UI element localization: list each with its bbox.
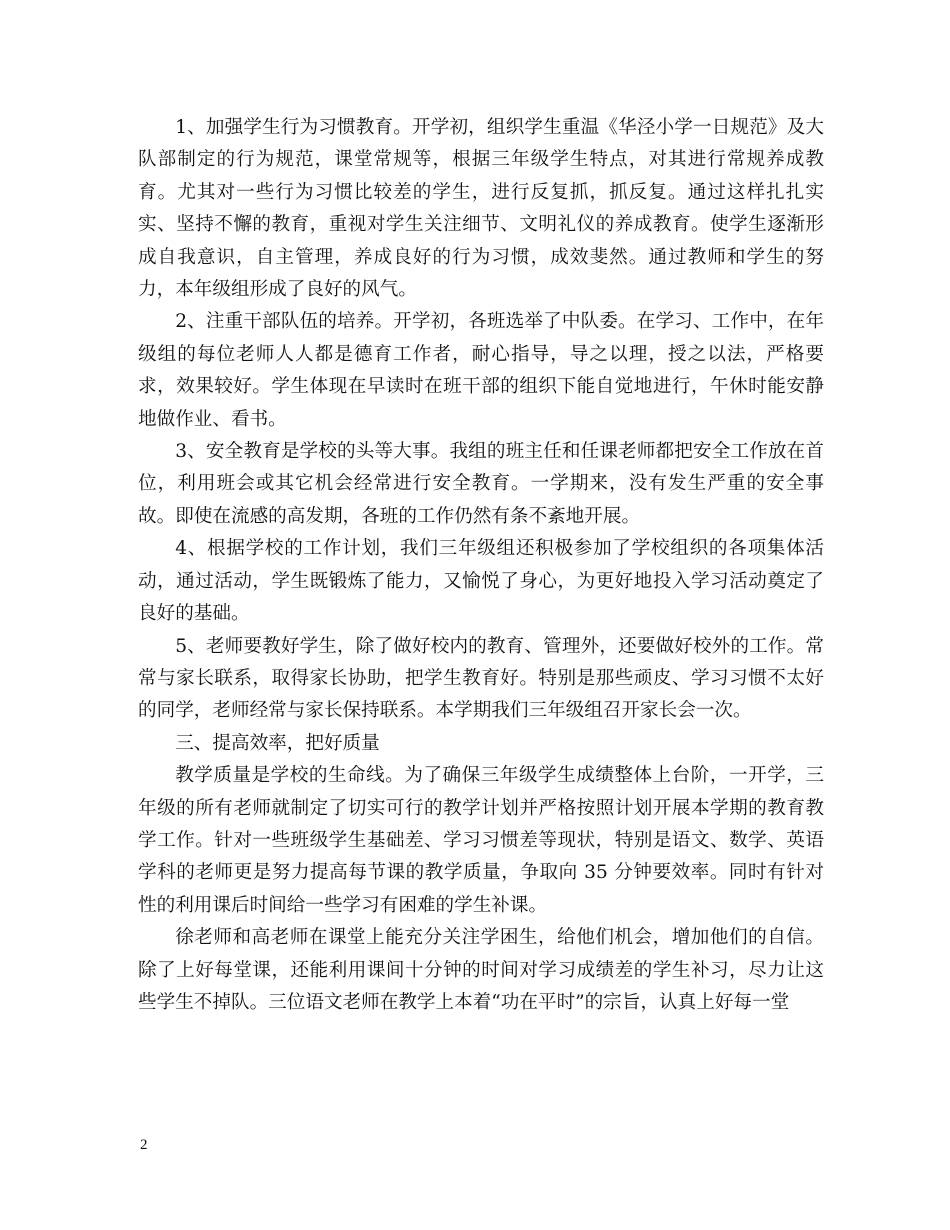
document-body bbox=[138, 112, 824, 1019]
paragraph-struggling-students: 徐老师和高老师在课堂上能充分关注学困生，给他们机会，增加他们的自信。除了上好每堂课，还能利用课间十分钟的时间对学习成绩差的学生补习，尽力让这些学生不掉队。三位语文老师在教学上本着“功在平时”的宗旨，认真上好每一堂 bbox=[138, 927, 824, 1013]
section-heading-efficiency-quality: 三、提高效率，把好质量 bbox=[175, 732, 380, 754]
paragraph-cadre-training: 2、注重干部队伍的培养。开学初，各班选举了中队委。在学习、工作中，在年级组的每位老师人人都是德育工作者，耐心指导，导之以理，授之以法，严格要求，效果较好。学生体现在早读时在班干部的组织下能自觉地进行，午休时能安静地做作业、看书。 bbox=[138, 311, 824, 430]
paragraph-behavior-habits: 1、加强学生行为习惯教育。开学初，组织学生重温《华泾小学一日规范》及大队部制定的行为规范，课堂常规等，根据三年级学生特点，对其进行常规养成教育。尤其对一些行为习惯比较差的学生，进行反复抓，抓反复。通过这样扎扎实实、坚持不懈的教育，重视对学生关注细节、文明礼仪的养成教育。使学生逐渐形成自我意识，自主管理，养成良好的行为习惯，成效斐然。通过教师和学生的努力，本年级组形成了良好的风气。 bbox=[138, 117, 824, 301]
paragraph-parent-contact: 5、老师要教好学生，除了做好校内的教育、管理外，还要做好校外的工作。常常与家长联系，取得家长协助，把学生教育好。特别是那些顽皮、学习习惯不太好的同学，老师经常与家长保持联系。本学期我们三年级组召开家长会一次。 bbox=[138, 635, 824, 722]
paragraph-safety-education: 3、安全教育是学校的头等大事。我组的班主任和任课老师都把安全工作放在首位，利用班会或其它机会经常进行安全教育。一学期来，没有发生严重的安全事故。即使在流感的高发期，各班的工作仍然有条不紊地开展。 bbox=[138, 441, 824, 527]
page-number: 2 bbox=[140, 1137, 148, 1153]
paragraph-teaching-quality: 教学质量是学校的生命线。为了确保三年级学生成绩整体上台阶，一开学，三年级的所有老师就制定了切实可行的教学计划并严格按照计划开展本学期的教育教学工作。针对一些班级学生基础差、学习习惯差等现状，特别是语文、数学、英语学科的老师更是努力提高每节课的教学质量，争取向 35 分钟要效率。同时有针对性的利用课后时间给一些学习有困难的学生补课。 bbox=[138, 765, 824, 916]
paragraph-collective-activities: 4、根据学校的工作计划，我们三年级组还积极参加了学校组织的各项集体活动，通过活动，学生既锻炼了能力，又愉悦了身心，为更好地投入学习活动奠定了良好的基础。 bbox=[138, 538, 824, 625]
